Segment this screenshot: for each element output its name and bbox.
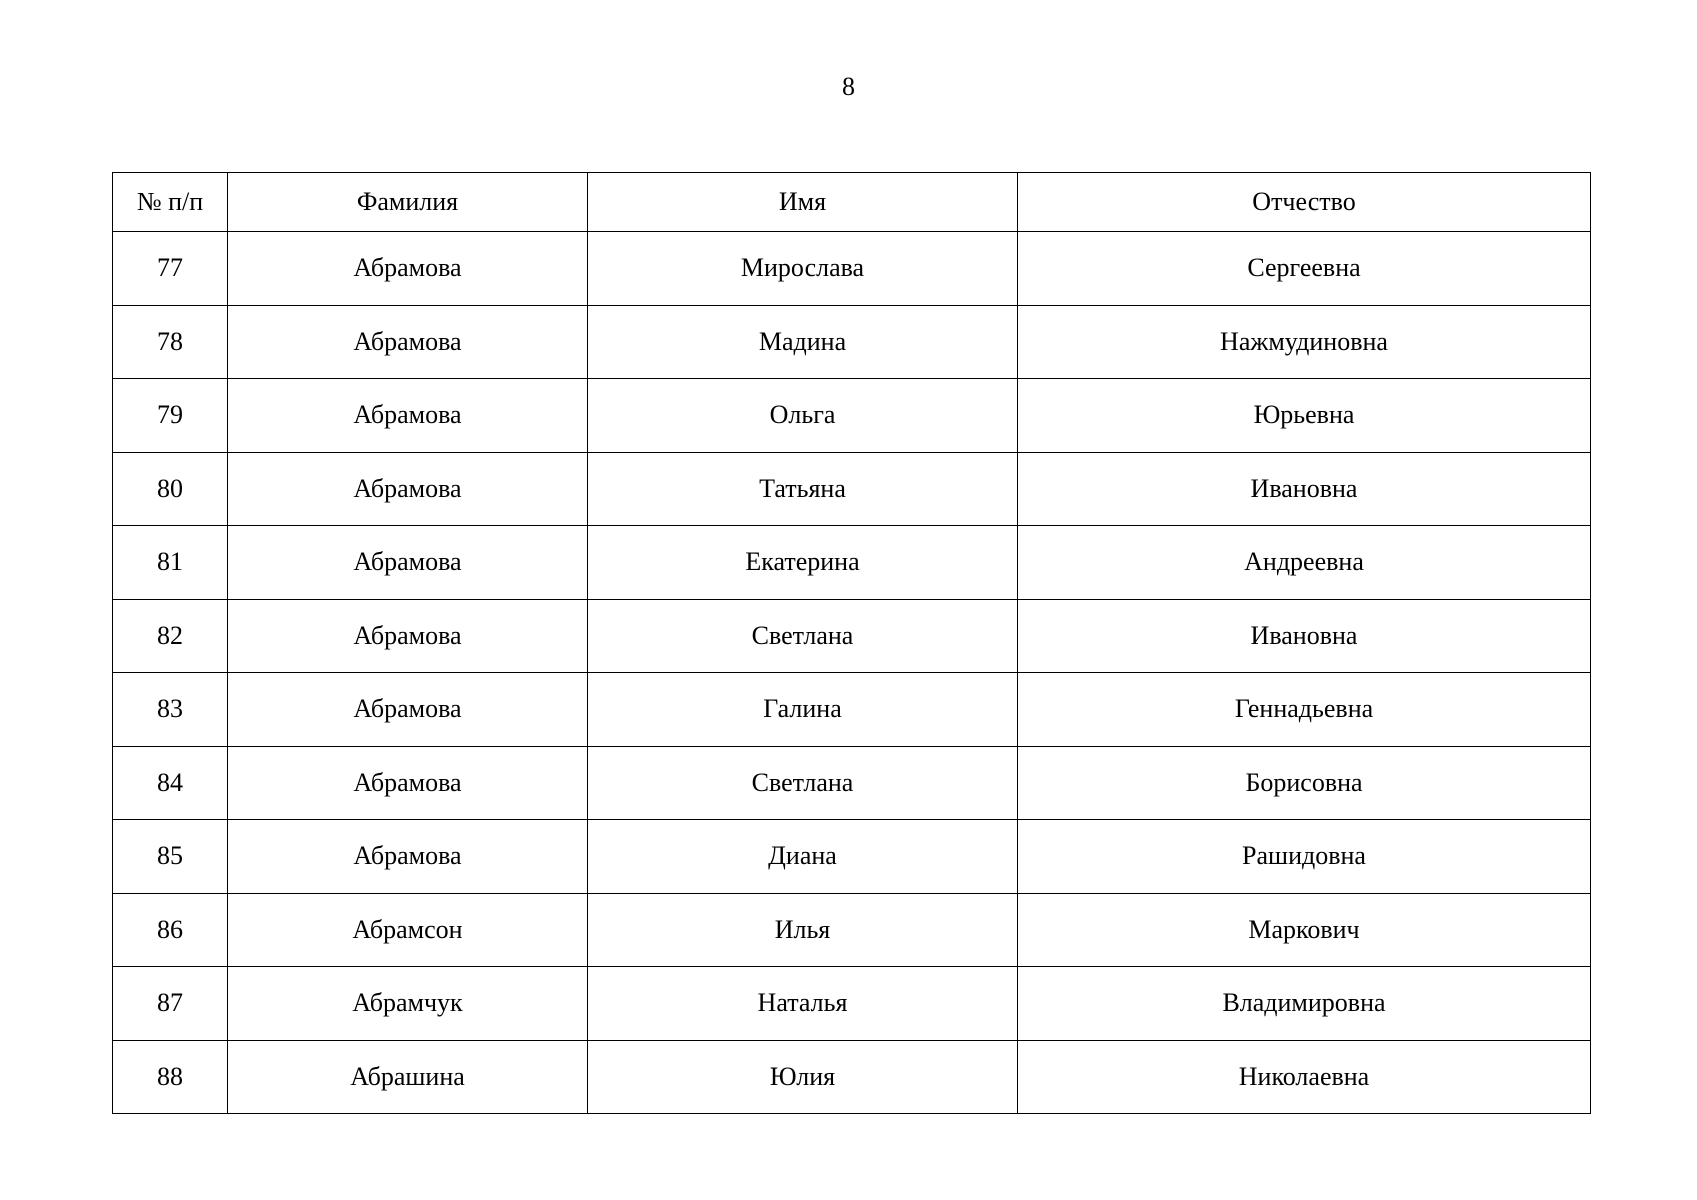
cell-first-name: Татьяна — [588, 452, 1018, 526]
table-row — [113, 526, 1591, 600]
cell-number: 83 — [113, 673, 228, 747]
cell-number: 78 — [113, 305, 228, 379]
table-row — [113, 379, 1591, 453]
cell-last-name: Абрамова — [228, 379, 588, 453]
cell-last-name: Абрамсон — [228, 893, 588, 967]
cell-patronymic: Ивановна — [1018, 452, 1591, 526]
cell-number: 86 — [113, 893, 228, 967]
header-number: № п/п — [113, 173, 228, 232]
cell-patronymic: Рашидовна — [1018, 820, 1591, 894]
cell-first-name: Светлана — [588, 599, 1018, 673]
cell-patronymic: Николаевна — [1018, 1040, 1591, 1114]
cell-last-name: Абрамова — [228, 673, 588, 747]
cell-patronymic: Владимировна — [1018, 967, 1591, 1041]
cell-first-name: Илья — [588, 893, 1018, 967]
header-row — [113, 173, 1591, 232]
cell-first-name: Наталья — [588, 967, 1018, 1041]
table-row — [113, 305, 1591, 379]
cell-number: 82 — [113, 599, 228, 673]
cell-number: 80 — [113, 452, 228, 526]
header-first-name: Имя — [588, 173, 1018, 232]
cell-patronymic: Нажмудиновна — [1018, 305, 1591, 379]
cell-number: 87 — [113, 967, 228, 1041]
cell-last-name: Абрамова — [228, 599, 588, 673]
table-row — [113, 967, 1591, 1041]
cell-patronymic: Маркович — [1018, 893, 1591, 967]
cell-number: 81 — [113, 526, 228, 600]
cell-number: 88 — [113, 1040, 228, 1114]
table-header — [113, 173, 1591, 232]
cell-patronymic: Юрьевна — [1018, 379, 1591, 453]
cell-first-name: Екатерина — [588, 526, 1018, 600]
cell-patronymic: Геннадьевна — [1018, 673, 1591, 747]
cell-last-name: Абрамова — [228, 232, 588, 306]
cell-first-name: Светлана — [588, 746, 1018, 820]
page-number: 8 — [842, 72, 855, 101]
cell-patronymic: Андреевна — [1018, 526, 1591, 600]
cell-last-name: Абрашина — [228, 1040, 588, 1114]
cell-first-name: Юлия — [588, 1040, 1018, 1114]
table-row — [113, 893, 1591, 967]
cell-last-name: Абрамова — [228, 526, 588, 600]
table-body — [113, 232, 1591, 1114]
header-patronymic: Отчество — [1018, 173, 1591, 232]
table-row — [113, 820, 1591, 894]
table-row — [113, 452, 1591, 526]
header-last-name: Фамилия — [228, 173, 588, 232]
cell-patronymic: Сергеевна — [1018, 232, 1591, 306]
cell-number: 84 — [113, 746, 228, 820]
cell-patronymic: Борисовна — [1018, 746, 1591, 820]
table-row — [113, 673, 1591, 747]
cell-first-name: Мадина — [588, 305, 1018, 379]
cell-first-name: Мирослава — [588, 232, 1018, 306]
cell-first-name: Галина — [588, 673, 1018, 747]
table-row — [113, 232, 1591, 306]
cell-patronymic: Ивановна — [1018, 599, 1591, 673]
roster-table — [112, 172, 1591, 1114]
table-row — [113, 746, 1591, 820]
cell-first-name: Ольга — [588, 379, 1018, 453]
cell-last-name: Абрамова — [228, 452, 588, 526]
table-row — [113, 599, 1591, 673]
cell-number: 79 — [113, 379, 228, 453]
cell-last-name: Абрамова — [228, 746, 588, 820]
cell-last-name: Абрамова — [228, 820, 588, 894]
cell-last-name: Абрамчук — [228, 967, 588, 1041]
cell-number: 85 — [113, 820, 228, 894]
cell-first-name: Диана — [588, 820, 1018, 894]
cell-last-name: Абрамова — [228, 305, 588, 379]
cell-number: 77 — [113, 232, 228, 306]
table-row — [113, 1040, 1591, 1114]
